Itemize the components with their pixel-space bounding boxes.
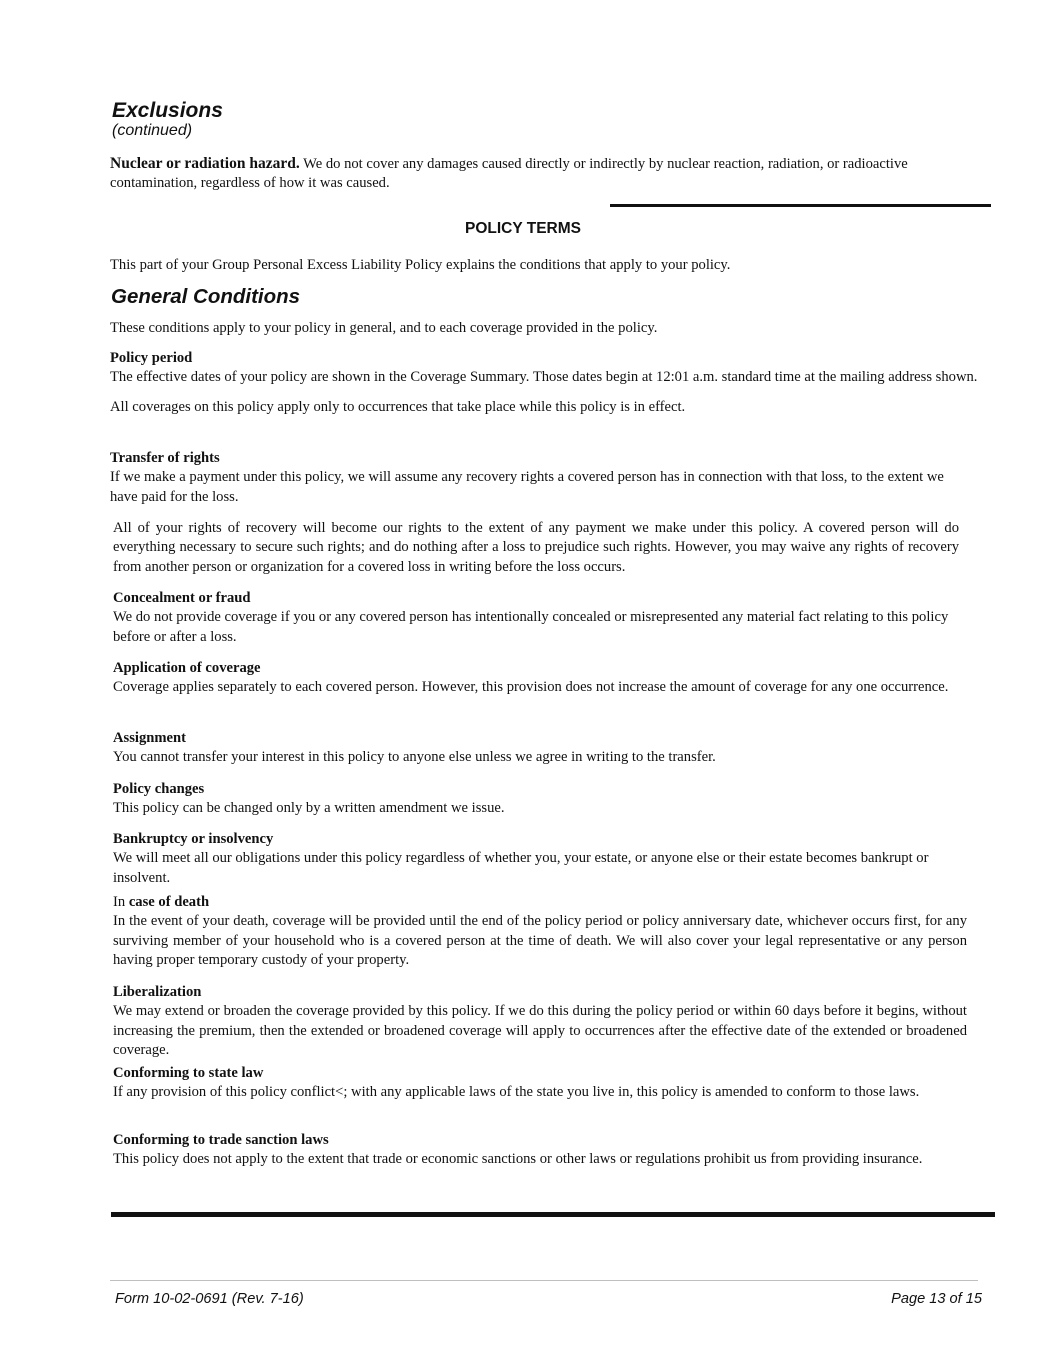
section-title: Policy period xyxy=(110,350,193,366)
section-paragraph: We will meet all our obligations under this policy regardless of whether you, your estate, or anyone else or their estate becomes bankrupt or insolvent. xyxy=(113,850,929,886)
section-application-of-coverage xyxy=(113,659,963,698)
footer-page-number: Page 13 of 15 xyxy=(891,1291,982,1307)
section-conforming-to-trade-sanction-laws xyxy=(113,1131,967,1170)
section-title: Policy changes xyxy=(113,781,205,797)
nuclear-hazard-lead: Nuclear or radiation hazard. xyxy=(110,155,300,172)
section-paragraph: The effective dates of your policy are shown in the Coverage Summary. Those dates begin at 12:01 a.m. standard time at the mailing address shown. xyxy=(110,369,978,386)
footer-form-number: Form 10-02-0691 (Rev. 7-16) xyxy=(115,1291,304,1307)
section-policy-period xyxy=(110,349,980,417)
section-paragraph: Coverage applies separately to each covered person. However, this provision does not increase the amount of coverage for any one occurrence. xyxy=(113,679,949,696)
section-bankruptcy-or-insolvency xyxy=(113,830,963,888)
section-case-of-death xyxy=(113,893,967,970)
exclusions-heading: Exclusions xyxy=(112,99,223,122)
section-paragraph: This policy can be changed only by a written amendment we issue. xyxy=(113,800,505,817)
nuclear-hazard-text: We do not cover any damages caused directly or indirectly by nuclear reaction, radiation, or radioactive contamination, regardless of how it was caused. xyxy=(110,156,908,192)
section-paragraph-recovery-rights: All of your rights of recovery will become our rights to the extent of any payment we make under this policy. A covered person will do everything necessary to secure such rights; and do nothing after a loss to prejudice such rights. However, you may waive any rights of recovery from another person or organization for a covered loss in writing before the loss occurs. xyxy=(113,520,959,575)
section-title: case of death xyxy=(128,894,210,910)
exclusions-continued-label: (continued) xyxy=(112,122,193,139)
section-title: Conforming to trade sanction laws xyxy=(113,1132,329,1148)
nuclear-hazard-paragraph xyxy=(110,154,980,194)
section-liberalization xyxy=(113,983,967,1060)
section-paragraph: This policy does not apply to the extent that trade or economic sanctions or other laws or regulations prohibit us from providing insurance. xyxy=(113,1151,923,1168)
section-paragraph: We may extend or broaden the coverage provided by this policy. If we do this during the policy period or within 60 days before it begins, without increasing the premium, then the extended or broadened coverage will apply to occurrences after the effective date of the extended or broadened coverage. xyxy=(113,1003,967,1058)
section-paragraph: If any provision of this policy conflict<; with any applicable laws of the state you live in, this policy is amended to conform to those laws. xyxy=(113,1084,920,1101)
section-divider-short xyxy=(610,204,991,207)
policy-terms-intro: This part of your Group Personal Excess Liability Policy explains the conditions that apply to your policy. xyxy=(110,257,731,273)
section-paragraph: We do not provide coverage if you or any covered person has intentionally concealed or misrepresented any material fact relating to this policy before or after a loss. xyxy=(113,609,949,645)
general-conditions-heading: General Conditions xyxy=(111,285,301,308)
footer-divider xyxy=(110,1280,978,1281)
section-assignment xyxy=(113,729,963,768)
section-concealment-or-fraud xyxy=(113,589,963,647)
section-title: Concealment or fraud xyxy=(113,590,251,606)
section-policy-changes xyxy=(113,780,963,819)
section-transfer-of-rights xyxy=(110,449,970,507)
section-title-row xyxy=(113,893,967,912)
section-conforming-to-state-law xyxy=(113,1064,967,1103)
section-title: Assignment xyxy=(113,730,186,746)
section-divider-bottom xyxy=(111,1212,995,1217)
section-title: Bankruptcy or insolvency xyxy=(113,831,274,847)
section-title: Conforming to state law xyxy=(113,1065,264,1081)
general-conditions-intro: These conditions apply to your policy in general, and to each coverage provided in the policy. xyxy=(110,320,658,336)
section-paragraph: If we make a payment under this policy, we will assume any recovery rights a covered person has in connection with that loss, to the extent we have paid for the loss. xyxy=(110,469,944,505)
section-paragraph: All coverages on this policy apply only to occurrences that take place while this policy is in effect. xyxy=(110,398,686,415)
section-title: Application of coverage xyxy=(113,660,261,676)
section-title: Liberalization xyxy=(113,984,202,1000)
section-paragraph: In the event of your death, coverage will be provided until the end of the policy period or policy anniversary date, whichever occurs first, for any surviving member of your household who is a covered person at the time of death. We will also cover your legal representative or any person having proper temporary custody of your property. xyxy=(113,913,967,968)
section-title: Transfer of rights xyxy=(110,450,220,466)
section-paragraph: You cannot transfer your interest in this policy to anyone else unless we agree in writing to the transfer. xyxy=(113,749,716,766)
section-title-prefix: In xyxy=(113,894,129,910)
policy-terms-heading: POLICY TERMS xyxy=(465,220,581,237)
